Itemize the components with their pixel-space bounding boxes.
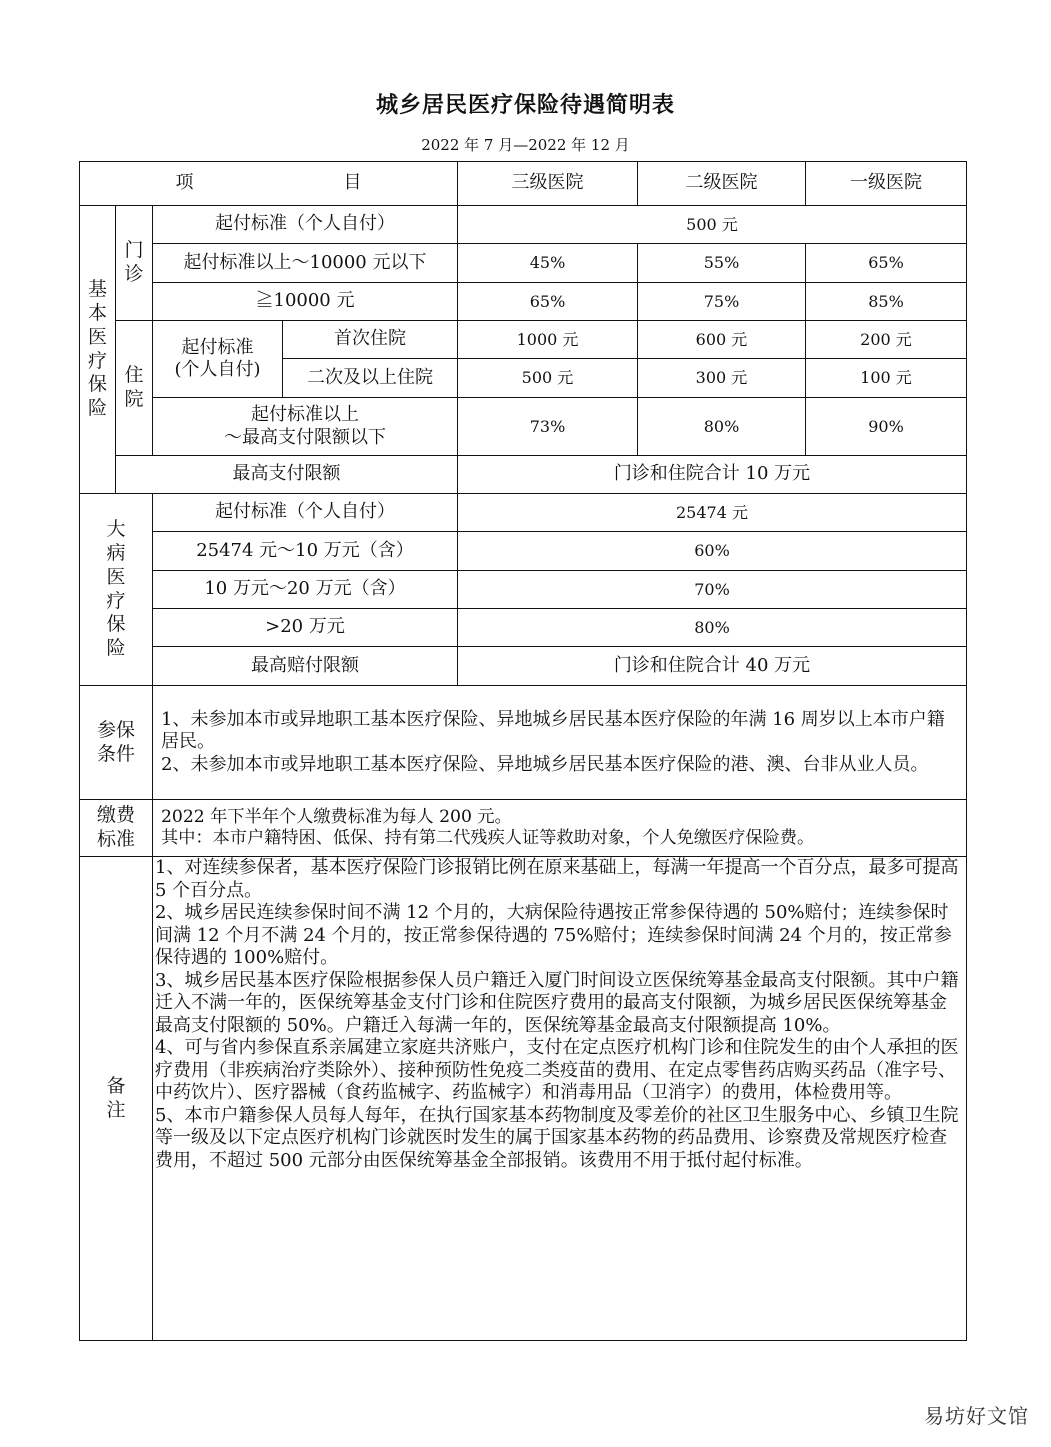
basic-max-value: 门诊和住院合计 10 万元 — [458, 456, 967, 494]
serious-deductible-label: 起付标准（个人自付） — [153, 494, 458, 532]
table-row — [80, 494, 967, 532]
table-row — [80, 244, 967, 283]
header-col1: 三级医院 — [458, 162, 638, 206]
note-item: 2、城乡居民连续参保时间不满 12 个月的，大病保险待遇按正常参保待遇的 50%赔付；连续参保时间满 12 个月不满 24 个月的，按正常参保待遇的 75%赔付；连续参保时间满 24 个月的，按正常参保待遇的 100%赔付。 — [155, 902, 952, 968]
payment-item: 2022 年下半年个人缴费标准为每人 200 元。 — [161, 806, 512, 827]
serious-range1-value: 60% — [458, 532, 967, 571]
serious-range3-value: 80% — [458, 609, 967, 647]
ip-deductible-label: 起付标准 (个人自付) — [153, 321, 283, 398]
notes-label: 备 注 — [80, 857, 153, 1341]
op-deductible-value: 500 元 — [458, 206, 967, 244]
serious-max-value: 门诊和住院合计 40 万元 — [458, 647, 967, 686]
serious-range2-value: 70% — [458, 571, 967, 609]
table-row — [80, 398, 967, 456]
inpatient-label: 住 院 — [116, 321, 153, 456]
ip-range-tier2: 80% — [638, 398, 806, 456]
op-range1-tier1: 65% — [806, 244, 967, 283]
payment-label: 缴费 标准 — [80, 800, 153, 857]
op-deductible-label: 起付标准（个人自付） — [153, 206, 458, 244]
header-row — [80, 162, 967, 206]
watermark: 易坊好文馆 — [924, 1404, 1029, 1428]
eligibility-label: 参保 条件 — [80, 686, 153, 800]
basic-max-label: 最高支付限额 — [116, 456, 458, 494]
outpatient-label: 门 诊 — [116, 206, 153, 321]
header-item-b: 目 — [343, 172, 362, 194]
page-title: 城乡居民医疗保险待遇简明表 — [375, 92, 675, 118]
table-row — [80, 609, 967, 647]
table-row — [80, 321, 967, 359]
table-row — [80, 532, 967, 571]
note-item: 1、对连续参保者，基本医疗保险门诊报销比例在原来基础上，每满一年提高一个百分点，最多可提高 5 个百分点。 — [155, 857, 959, 901]
header-item-cell — [80, 162, 458, 206]
ip-first-label: 首次住院 — [283, 321, 458, 359]
ip-range-label: 起付标准以上 ～最高支付限额以下 — [153, 398, 458, 456]
payment-text — [153, 800, 967, 857]
table-row — [80, 647, 967, 686]
serious-max-label: 最高赔付限额 — [153, 647, 458, 686]
ip-second-tier1: 100 元 — [806, 359, 967, 398]
table-row — [80, 456, 967, 494]
serious-deductible-value: 25474 元 — [458, 494, 967, 532]
table-row — [80, 686, 967, 800]
table-row — [80, 857, 967, 1341]
payment-item: 其中：本市户籍特困、低保、持有第二代残疾人证等救助对象，个人免缴医疗保险费。 — [161, 828, 815, 848]
header-col3: 一级医院 — [806, 162, 967, 206]
header-col2: 二级医院 — [638, 162, 806, 206]
notes-text — [153, 857, 967, 1341]
ip-second-tier3: 500 元 — [458, 359, 638, 398]
ip-second-label: 二次及以上住院 — [283, 359, 458, 398]
op-range2-tier2: 75% — [638, 283, 806, 321]
table-row — [80, 206, 967, 244]
serious-range3-label: >20 万元 — [153, 609, 458, 647]
header-item-a: 项 — [175, 172, 194, 194]
serious-range1-label: 25474 元～10 万元（含） — [153, 532, 458, 571]
note-item: 3、城乡居民基本医疗保险根据参保人员户籍迁入厦门时间设立医保统筹基金最高支付限额。其中户籍迁入不满一年的，医保统筹基金支付门诊和住院医疗费用的最高支付限额，为城乡居民医保统筹基金最高支付限额的 50%。户籍迁入每满一年的，医保统筹基金最高支付限额提高 10%。 — [155, 969, 959, 1036]
serious-range2-label: 10 万元～20 万元（含） — [153, 571, 458, 609]
ip-range-tier3: 73% — [458, 398, 638, 456]
op-range2-tier3: 65% — [458, 283, 638, 321]
table-row — [80, 800, 967, 857]
benefits-table — [79, 161, 967, 1341]
op-range2-label: ≧10000 元 — [153, 283, 458, 321]
eligibility-item: 2、未参加本市或异地职工基本医疗保险、异地城乡居民基本医疗保险的港、澳、台非从业人员。 — [161, 753, 929, 775]
eligibility-text — [153, 686, 967, 800]
ip-first-tier1: 200 元 — [806, 321, 967, 359]
note-item: 5、本市户籍参保人员每人每年，在执行国家基本药物制度及零差价的社区卫生服务中心、乡镇卫生院等一级及以下定点医疗机构门诊就医时发生的属于国家基本药物的药品费用、诊察费及常规医疗检查费用，不超过 500 元部分由医保统筹基金全部报销。该费用不用于抵付起付标准。 — [155, 1104, 959, 1171]
note-item: 4、可与省内参保直系亲属建立家庭共济账户，支付在定点医疗机构门诊和住院发生的由个人承担的医疗费用（非疾病治疗类除外）、接种预防性免疫二类疫苗的费用、在定点零售药店购买药品（准字号、中药饮片）、医疗器械（食药监械字、药监械字）和消毒用品（卫消字）的费用，体检费用等。 — [155, 1037, 959, 1103]
serious-insurance-label: 大 病 医 疗 保 险 — [80, 494, 153, 686]
eligibility-item: 1、未参加本市或异地职工基本医疗保险、异地城乡居民基本医疗保险的年满 16 周岁以上本市户籍居民。 — [161, 708, 945, 753]
basic-insurance-label: 基 本 医 疗 保 险 — [80, 206, 116, 494]
ip-first-tier3: 1000 元 — [458, 321, 638, 359]
ip-range-tier1: 90% — [806, 398, 967, 456]
period-subtitle: 2022 年 7 月—2022 年 12 月 — [421, 136, 630, 154]
op-range1-label: 起付标准以上～10000 元以下 — [153, 244, 458, 283]
op-range1-tier3: 45% — [458, 244, 638, 283]
op-range2-tier1: 85% — [806, 283, 967, 321]
table-row — [80, 571, 967, 609]
ip-first-tier2: 600 元 — [638, 321, 806, 359]
table-row — [80, 283, 967, 321]
ip-second-tier2: 300 元 — [638, 359, 806, 398]
op-range1-tier2: 55% — [638, 244, 806, 283]
